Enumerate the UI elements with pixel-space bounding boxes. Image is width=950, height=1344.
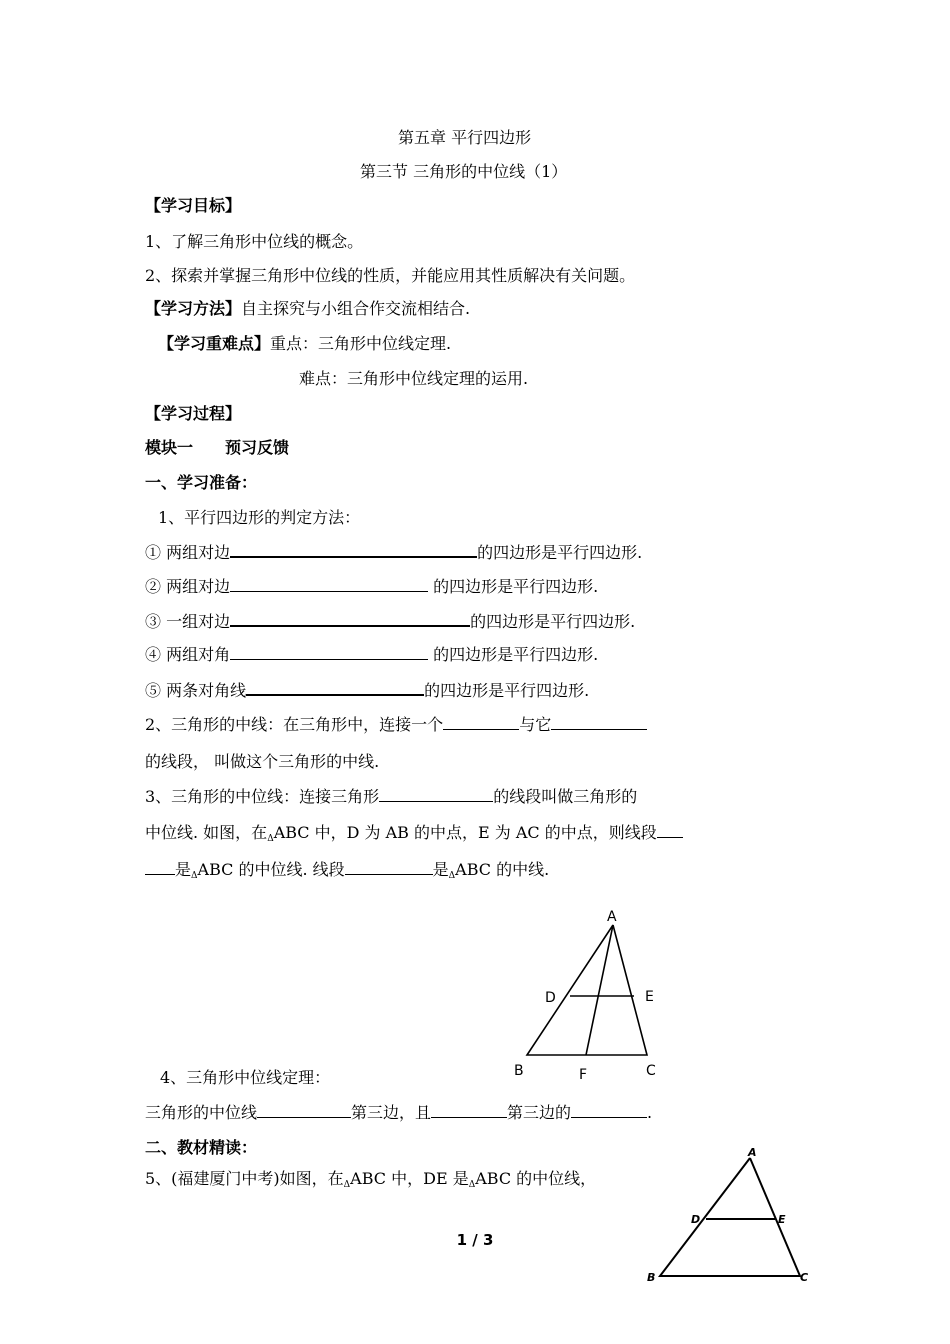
q4-text: 第三边的 bbox=[507, 1103, 572, 1122]
q4-text: 三角形的中位线 bbox=[145, 1103, 258, 1122]
vertex-label-b: B bbox=[514, 1063, 524, 1079]
q3-line bbox=[145, 860, 549, 886]
answer-blank[interactable] bbox=[443, 715, 519, 730]
q3-text: 是 bbox=[432, 860, 449, 879]
answer-blank[interactable] bbox=[230, 577, 428, 592]
keypoints-heading: 【学习重难点】 bbox=[158, 334, 271, 353]
q1-item-pre: ④ 两组对角 bbox=[145, 645, 231, 664]
process-heading: 【学习过程】 bbox=[145, 404, 242, 423]
q2-text: 2、三角形的中线：在三角形中，连接一个 bbox=[145, 715, 444, 734]
q1-item-post: 的四边形是平行四边形. bbox=[470, 612, 636, 631]
answer-blank[interactable] bbox=[379, 787, 493, 802]
q5-text: 5、(福建厦门中考)如图，在 bbox=[145, 1169, 344, 1188]
q3-text: 是 bbox=[175, 860, 192, 879]
method-text: 自主探究与小组合作交流相结合. bbox=[241, 299, 471, 318]
q1-item-pre: ⑤ 两条对角线 bbox=[145, 681, 247, 700]
q1-item bbox=[145, 645, 598, 665]
answer-blank[interactable] bbox=[571, 1103, 647, 1118]
answer-blank[interactable] bbox=[551, 715, 647, 730]
module-heading: 模块一 预习反馈 bbox=[145, 438, 290, 457]
vertex-label-e: E bbox=[778, 1213, 786, 1226]
keypoints-line bbox=[158, 334, 451, 354]
q1-item bbox=[145, 542, 642, 563]
vertex-label-b: B bbox=[647, 1271, 656, 1284]
part1-heading: 一、学习准备： bbox=[145, 473, 258, 492]
triangle-symbol: Δ bbox=[267, 834, 274, 844]
vertex-label-c: C bbox=[646, 1063, 656, 1079]
objectives-heading: 【学习目标】 bbox=[145, 196, 242, 215]
vertex-label-f: F bbox=[579, 1067, 588, 1083]
answer-blank[interactable] bbox=[345, 860, 433, 875]
triangle-symbol: Δ bbox=[468, 1180, 476, 1190]
q3-text: 的线段叫做三角形的 bbox=[493, 787, 638, 806]
q1-intro: 1、平行四边形的判定方法： bbox=[158, 508, 361, 527]
q2-line bbox=[145, 715, 647, 735]
q5-text: ABC 的中位线， bbox=[475, 1169, 597, 1188]
triangle-symbol: Δ bbox=[448, 871, 456, 881]
chapter-title: 第五章 平行四边形 bbox=[398, 128, 532, 147]
q1-item bbox=[145, 611, 635, 632]
q1-item-post: 的四边形是平行四边形. bbox=[424, 681, 590, 700]
q1-item-pre: ③ 一组对边 bbox=[145, 612, 231, 631]
vertex-label-d: D bbox=[545, 990, 556, 1006]
q3-line bbox=[145, 823, 683, 849]
answer-blank[interactable] bbox=[246, 680, 424, 696]
answer-blank[interactable] bbox=[145, 860, 175, 875]
vertex-label-d: D bbox=[691, 1213, 701, 1226]
answer-blank[interactable] bbox=[230, 645, 428, 660]
q3-text: ABC 的中位线. 线段 bbox=[197, 860, 345, 879]
q5-line bbox=[145, 1169, 596, 1195]
q3-text: ABC 中，D 为 AB 的中点，E 为 AC 的中点，则线段 bbox=[273, 823, 657, 842]
page-number: 1 / 3 bbox=[456, 1231, 494, 1249]
triangle-symbol: Δ bbox=[343, 1180, 351, 1190]
q2-line: 的线段， 叫做这个三角形的中线. bbox=[145, 752, 380, 771]
method-line bbox=[145, 299, 470, 319]
answer-blank[interactable] bbox=[431, 1103, 507, 1118]
q1-item-post: 的四边形是平行四边形. bbox=[477, 543, 643, 562]
vertex-label-a: A bbox=[607, 909, 617, 925]
q5-text: ABC 中，DE 是 bbox=[350, 1169, 469, 1188]
q3-text: 中位线. 如图，在 bbox=[145, 823, 268, 842]
q3-line bbox=[145, 787, 637, 807]
part2-heading: 二、教材精读： bbox=[145, 1138, 258, 1157]
keypoints-difficulty: 难点：三角形中位线定理的运用. bbox=[299, 369, 529, 388]
keypoints-focus: 重点：三角形中位线定理. bbox=[270, 334, 452, 353]
q1-item bbox=[145, 577, 598, 597]
section-title: 第三节 三角形的中位线（1） bbox=[360, 162, 568, 181]
q4-text: . bbox=[647, 1103, 653, 1122]
q3-text: ABC 的中线. bbox=[455, 860, 550, 879]
answer-blank[interactable] bbox=[257, 1103, 351, 1118]
q1-item-post: 的四边形是平行四边形. bbox=[428, 645, 599, 664]
q3-text: 3、三角形的中位线：连接三角形 bbox=[145, 787, 380, 806]
q4-intro: 4、三角形中位线定理： bbox=[160, 1068, 331, 1087]
vertex-label-e: E bbox=[645, 989, 654, 1005]
objective-item: 1、了解三角形中位线的概念。 bbox=[145, 232, 364, 251]
triangle-figure-1 bbox=[500, 905, 680, 1085]
triangle-figure-2 bbox=[640, 1145, 820, 1290]
q1-item bbox=[145, 680, 589, 701]
q4-text: 第三边，且 bbox=[351, 1103, 432, 1122]
q1-item-pre: ② 两组对边 bbox=[145, 577, 231, 596]
vertex-label-a: A bbox=[748, 1146, 757, 1159]
answer-blank[interactable] bbox=[230, 542, 477, 558]
vertex-label-c: C bbox=[800, 1271, 809, 1284]
q1-item-pre: ① 两组对边 bbox=[145, 543, 231, 562]
method-heading: 【学习方法】 bbox=[145, 299, 242, 318]
q2-text: 与它 bbox=[519, 715, 552, 734]
q4-line bbox=[145, 1103, 652, 1123]
answer-blank[interactable] bbox=[230, 611, 470, 627]
q1-item-post: 的四边形是平行四边形. bbox=[428, 577, 599, 596]
triangle-symbol: Δ bbox=[191, 871, 198, 881]
objective-item: 2、探索并掌握三角形中位线的性质，并能应用其性质解决有关问题。 bbox=[145, 266, 636, 285]
answer-blank[interactable] bbox=[657, 823, 683, 838]
